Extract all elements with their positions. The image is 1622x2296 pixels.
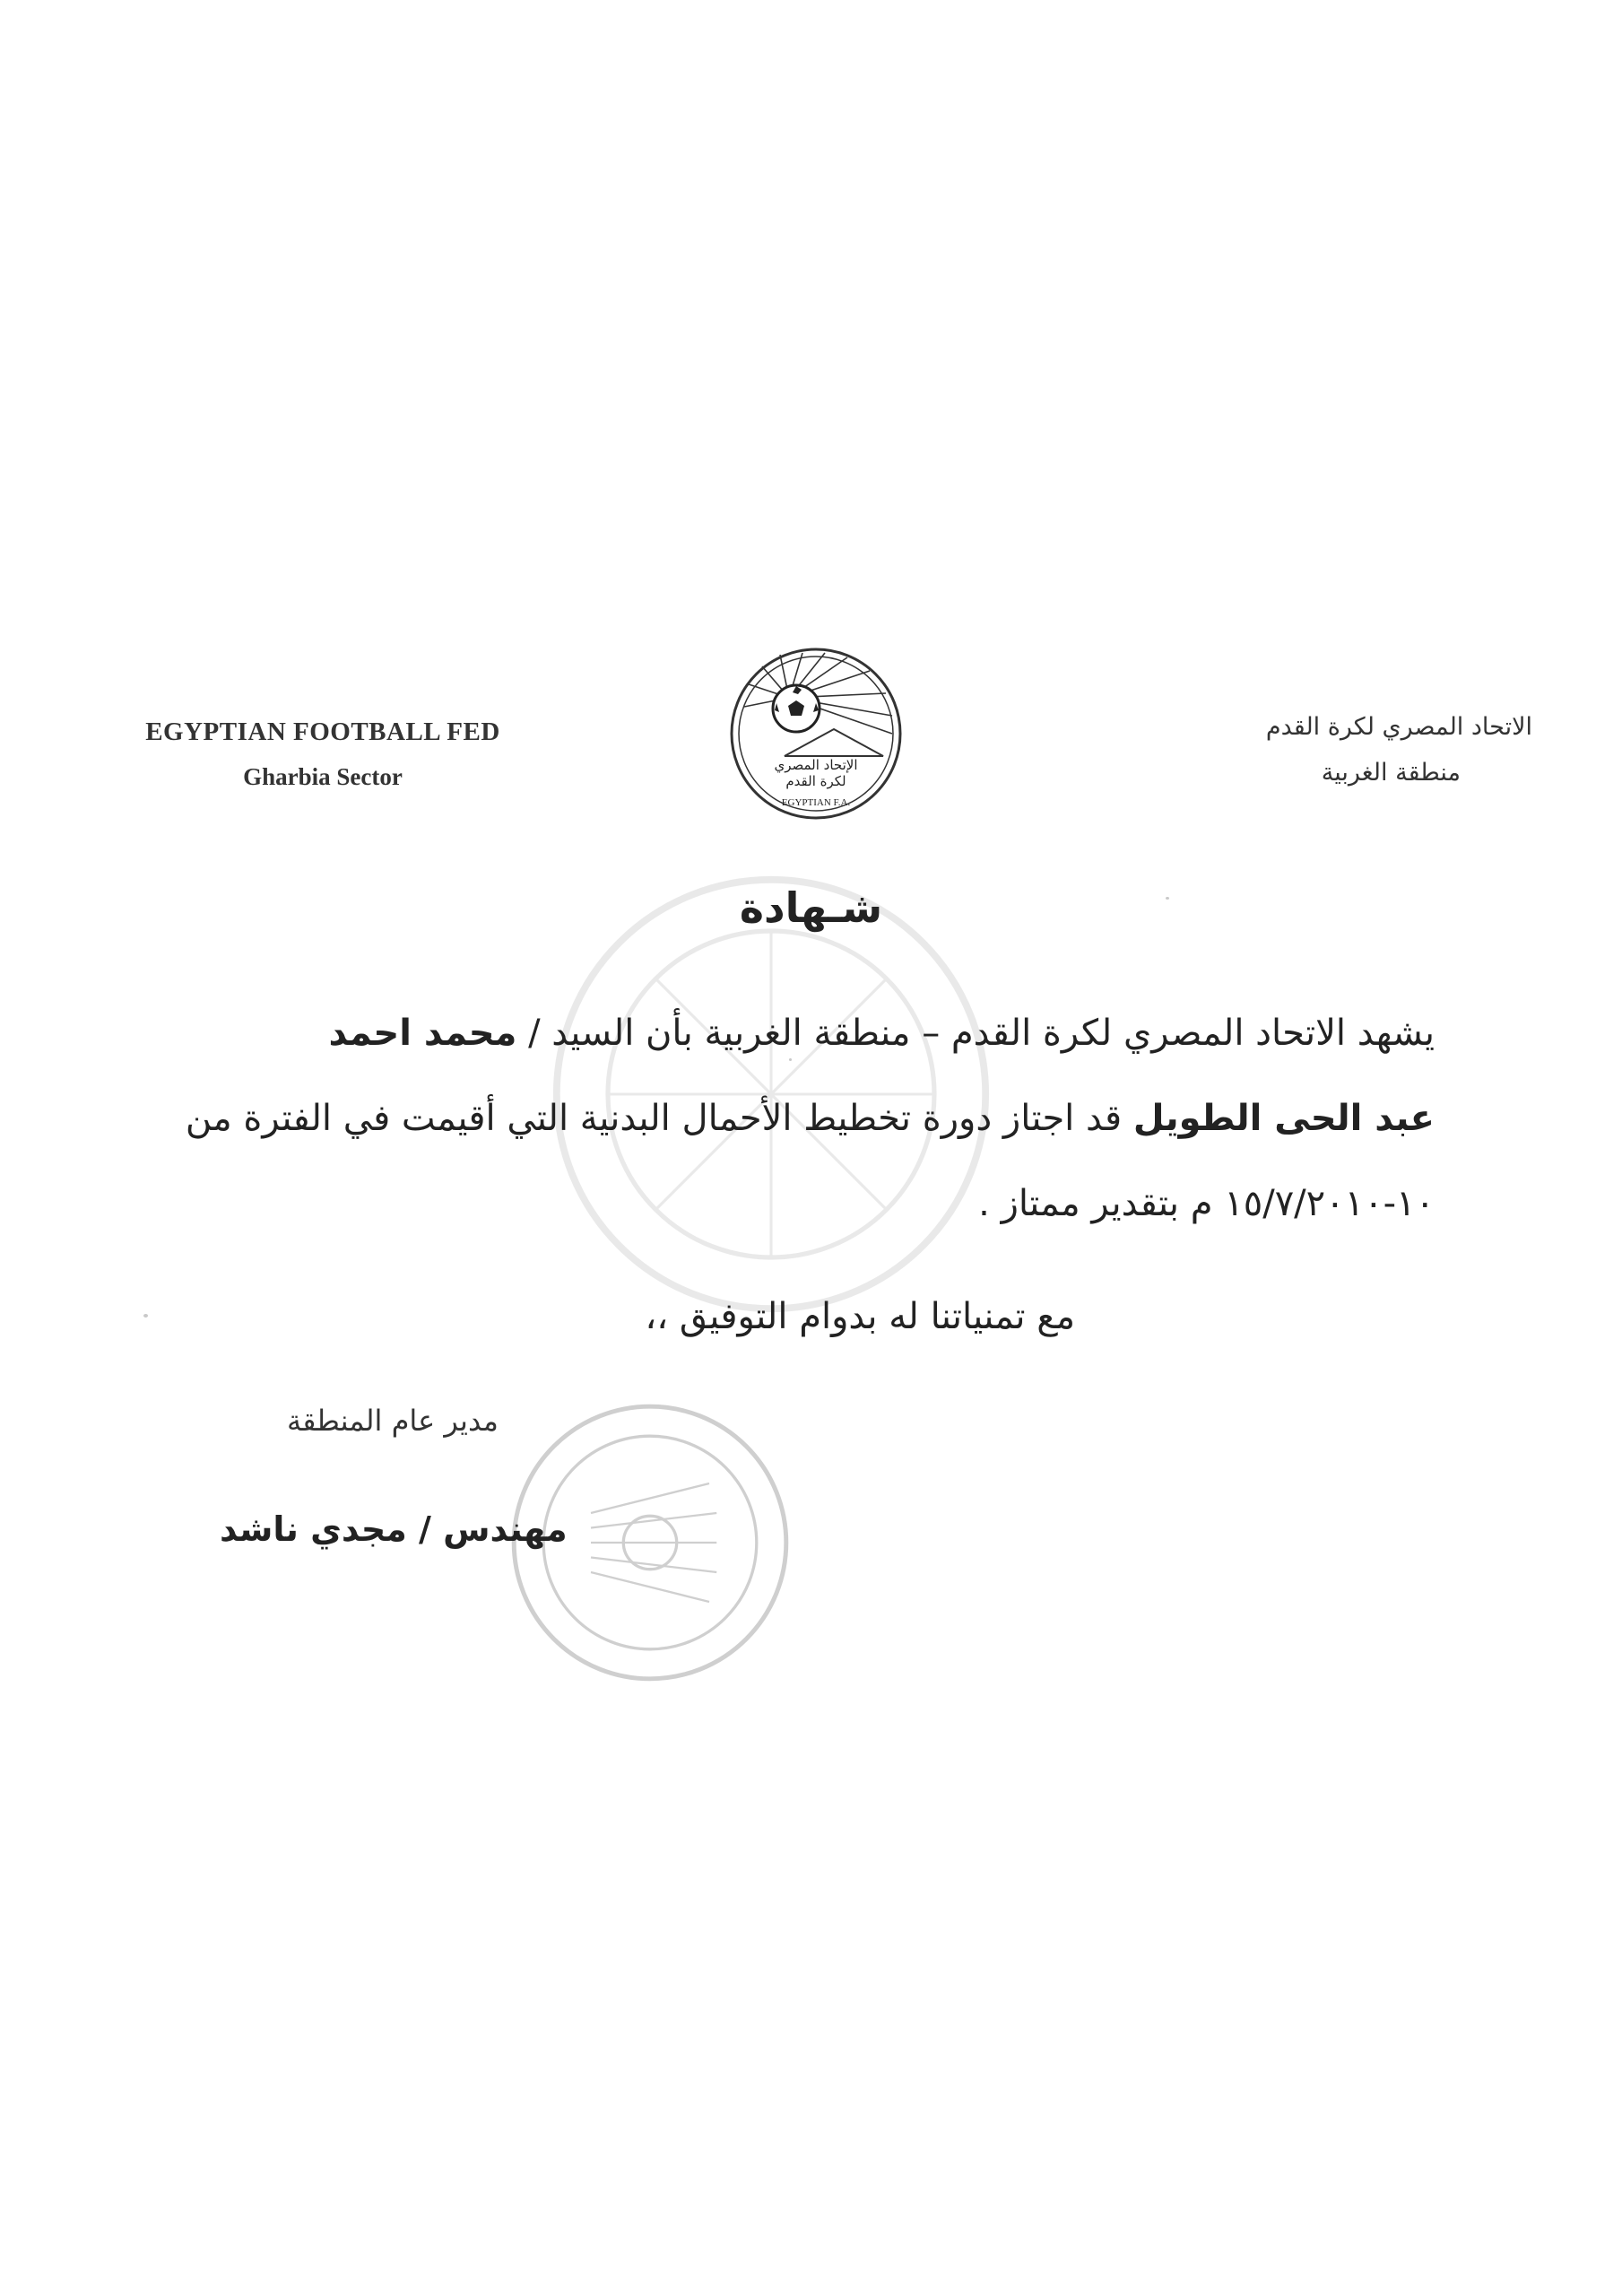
signatory-name: مهندس / مجدي ناشد [220,1509,568,1549]
egyptian-fa-logo-icon [726,644,906,823]
recipient-first-name: محمد احمد [328,1013,517,1054]
body-line-1-text: يشهد الاتحاد المصري لكرة القدم – منطقة الغربية بأن السيد / [528,1013,1435,1054]
recipient-last-name: عبد الحى الطويل [1132,1098,1435,1139]
header-left [108,718,538,791]
signatory-title: مدير عام المنطقة [287,1404,499,1438]
certificate-body [134,991,1435,1247]
body-line-2-text: قد اجتاز دورة تخطيط الأحمال البدنية التي أقيمت في الفترة من [185,1098,1123,1139]
header-right [1030,713,1532,787]
logo-arabic-text-2: لكرة القدم [785,773,846,789]
org-name-arabic: الاتحاد المصري لكرة القدم [1265,713,1532,741]
logo-latin-text: EGYPTIAN F.A. [781,797,851,808]
certificate-title: شـهادة [739,883,883,932]
body-line-1 [134,991,1435,1076]
org-name-english: EGYPTIAN FOOTBALL FED [145,718,500,746]
closing-wishes: مع تمنياتنا له بدوام التوفيق ،، [645,1296,1075,1337]
body-line-3 [134,1161,1435,1247]
course-date-grade: ١٠-١٥/٧/٢٠١٠ م بتقدير ممتاز . [978,1183,1435,1224]
sector-name-arabic: منطقة الغربية [1321,759,1461,787]
body-line-2 [134,1076,1435,1161]
logo-arabic-text-1: الإتحاد المصري [774,757,858,773]
sector-name-english: Gharbia Sector [243,763,403,790]
scan-noise [143,1314,148,1318]
